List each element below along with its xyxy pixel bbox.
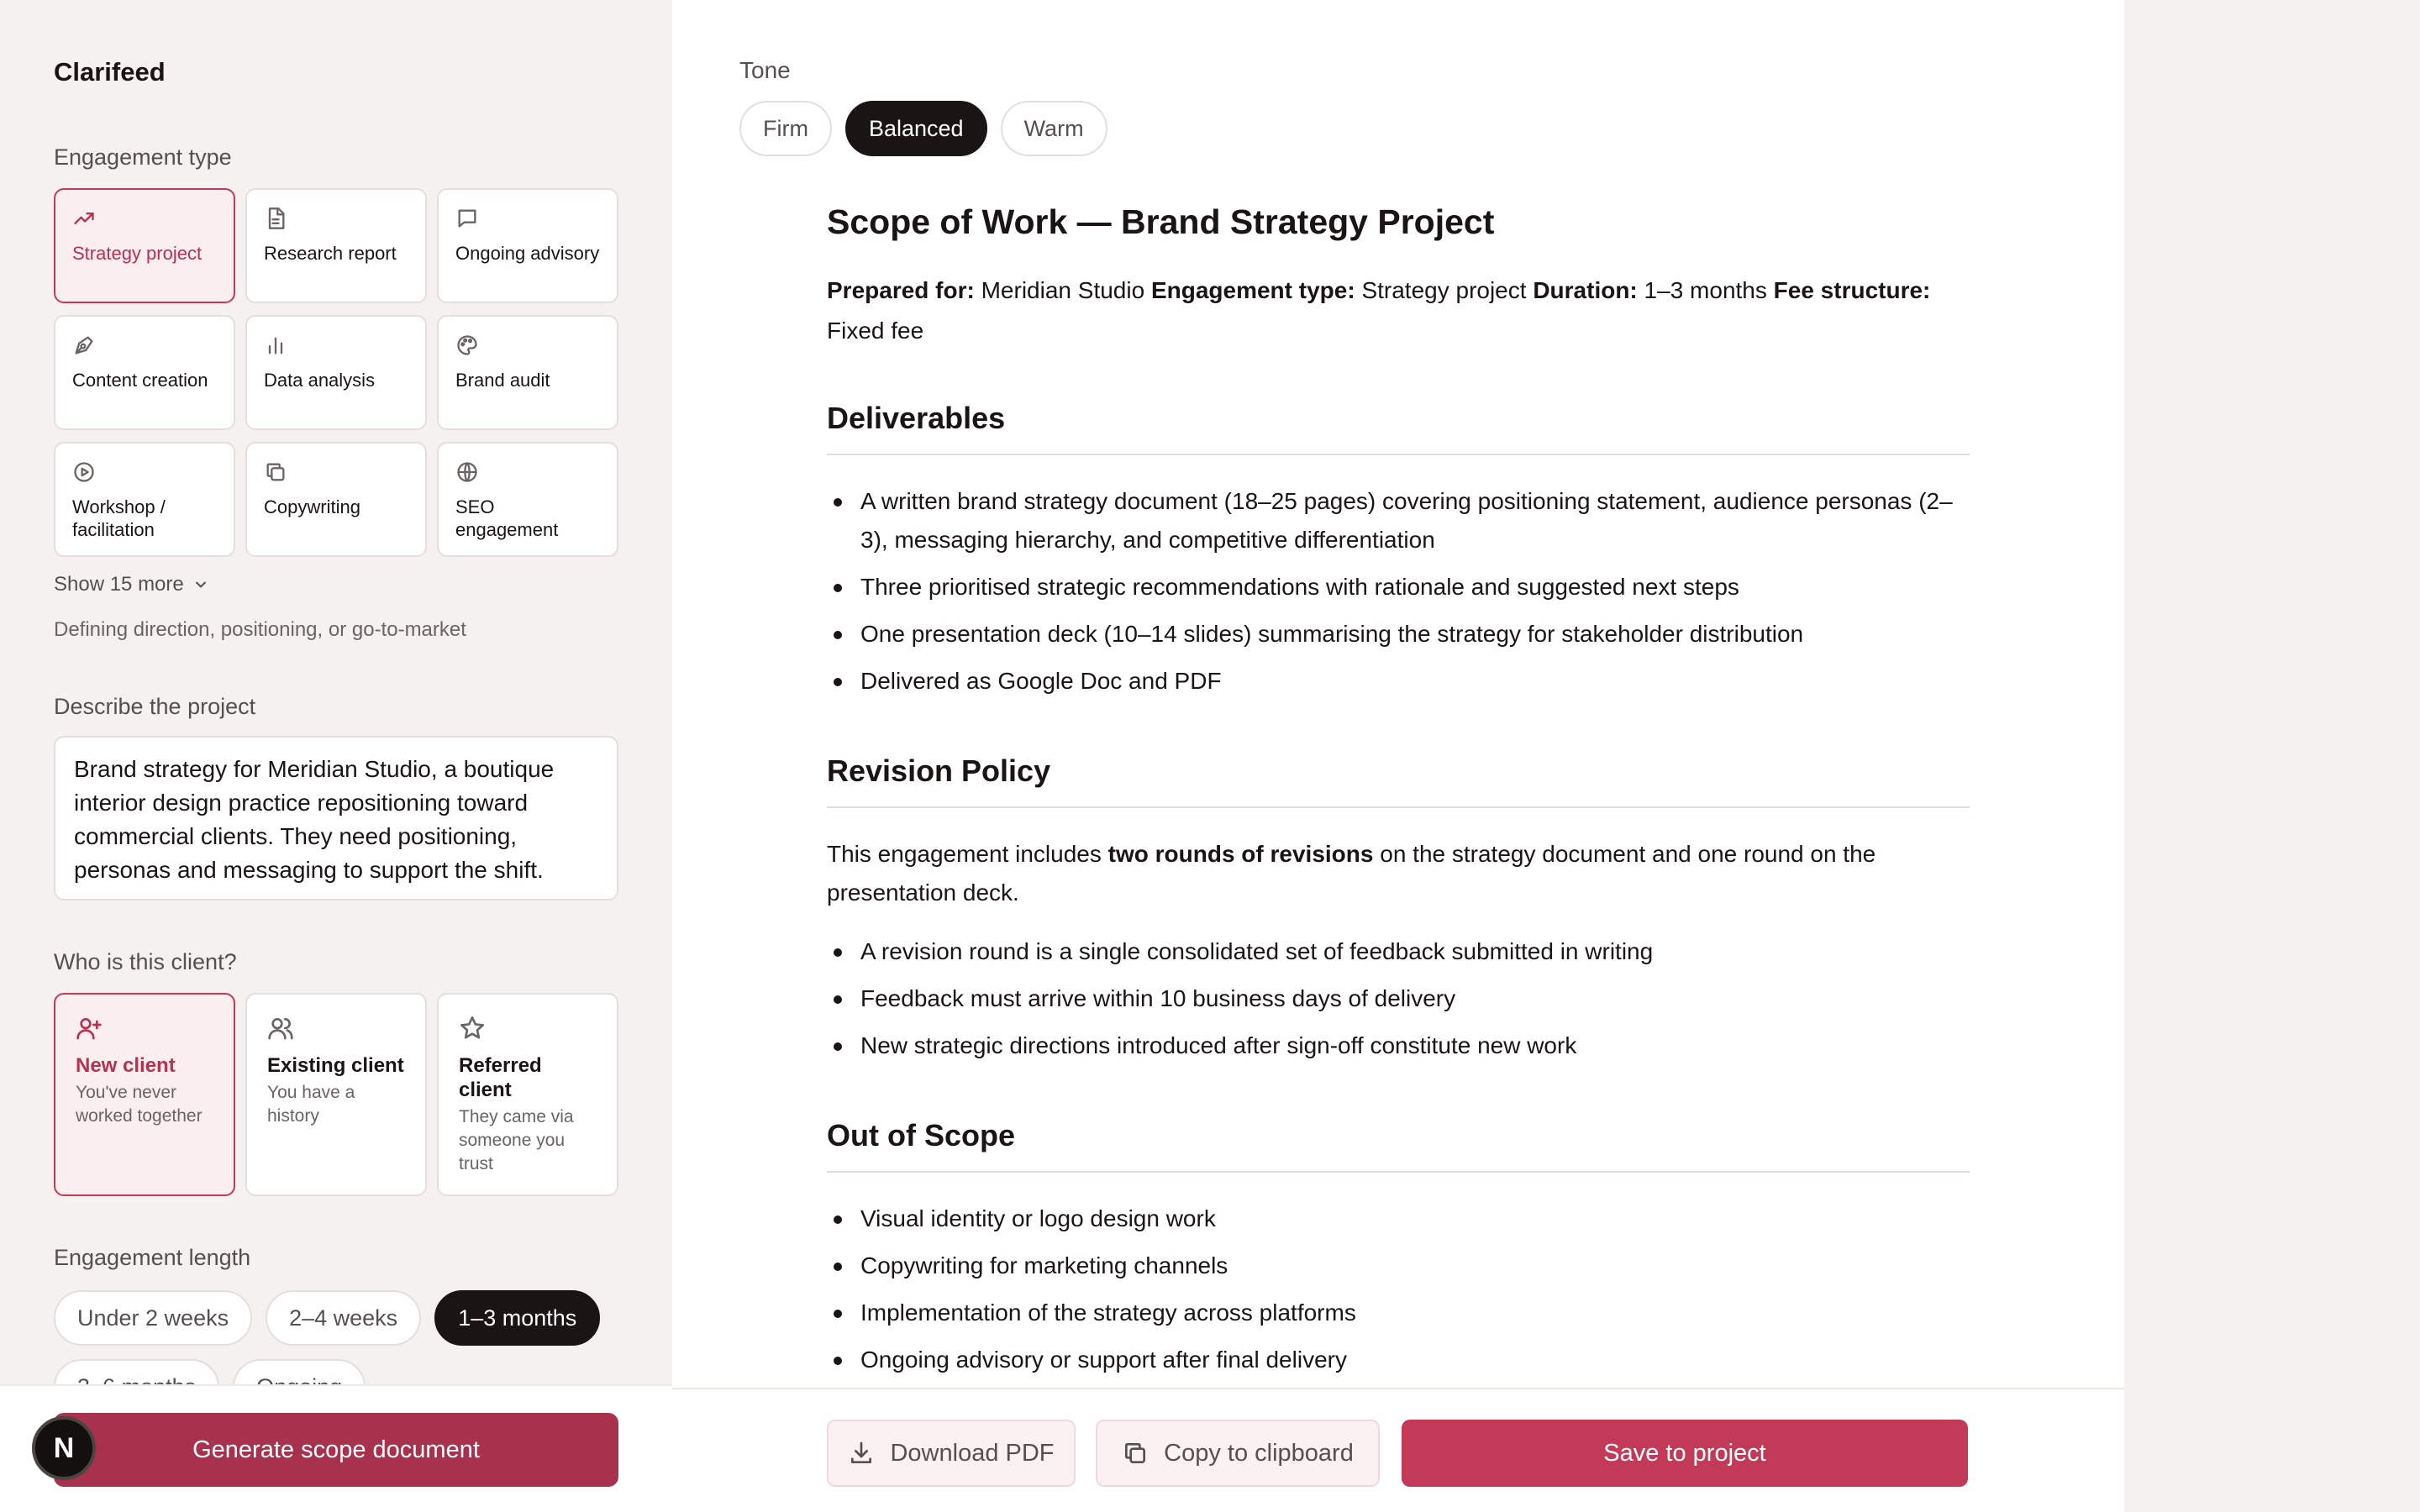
download-icon [848, 1440, 875, 1467]
list-item: A revision round is a single consolidated set of feedback submitted in writing [827, 932, 1970, 971]
play-circle-icon [72, 460, 96, 484]
client-card-new[interactable] [54, 993, 235, 1196]
user-plus-icon [76, 1015, 103, 1042]
revision-intro-bold: two rounds of revisions [1107, 841, 1374, 867]
document-meta [827, 270, 1970, 351]
list-item: Copywriting for marketing channels [827, 1247, 1970, 1285]
engagement-card-strategy-project[interactable] [54, 188, 235, 303]
bar-chart-icon [264, 333, 287, 357]
meta-key-prepared-for: Prepared for: [827, 277, 975, 303]
engagement-card-seo[interactable] [437, 442, 618, 557]
tone-label: Tone [739, 57, 791, 83]
engagement-card-label: Research report [264, 243, 397, 264]
meta-key-duration: Duration: [1533, 277, 1638, 303]
chevron-down-icon [192, 576, 209, 593]
revision-list [827, 932, 1970, 1065]
meta-value-duration: 1–3 months [1644, 277, 1767, 303]
meta-key-engagement-type: Engagement type: [1150, 277, 1355, 303]
list-item: Visual identity or logo design work [827, 1200, 1970, 1238]
engagement-card-label: Brand audit [455, 370, 550, 391]
chat-icon [455, 207, 479, 230]
tone-option-balanced[interactable]: Balanced [845, 101, 987, 156]
engagement-card-ongoing-advisory[interactable] [437, 188, 618, 303]
copy-to-clipboard-label: Copy to clipboard [1164, 1439, 1354, 1467]
download-pdf-button[interactable] [827, 1420, 1076, 1487]
meta-value-fee-structure: Fixed fee [827, 318, 924, 344]
scope-document [827, 198, 1970, 1388]
app-title: Clarifeed [54, 57, 166, 87]
sidebar-scroll-area[interactable] [0, 0, 672, 1384]
engagement-card-data-analysis[interactable] [245, 315, 427, 430]
list-item: A written brand strategy document (18–25 pages) covering positioning statement, audience personas (2–3), messaging hierarchy, and competitive differentiation [827, 482, 1970, 559]
users-icon [267, 1015, 294, 1042]
engagement-card-copywriting[interactable] [245, 442, 427, 557]
list-item: New strategic directions introduced after sign-off constitute new work [827, 1026, 1970, 1065]
client-card-referred[interactable] [437, 993, 618, 1196]
list-item: Three prioritised strategic recommendations with rationale and suggested next steps [827, 568, 1970, 606]
list-item: One presentation deck (10–14 slides) summarising the strategy for stakeholder distribution [827, 615, 1970, 654]
client-type-grid [54, 993, 618, 1196]
sidebar-footer [0, 1384, 672, 1512]
engagement-type-label: Engagement type [54, 144, 232, 170]
length-option-1-3-months[interactable]: 1–3 months [434, 1290, 600, 1346]
tone-options [739, 101, 1107, 156]
client-card-title: Referred client [459, 1054, 542, 1101]
show-more-toggle[interactable] [54, 573, 209, 596]
pen-nib-icon [72, 333, 96, 357]
client-card-title: Existing client [267, 1054, 404, 1077]
document-icon [264, 207, 287, 230]
app-badge[interactable]: N [32, 1416, 96, 1480]
list-item: Implementation of the strategy across platforms [827, 1294, 1970, 1332]
copy-to-clipboard-button[interactable] [1096, 1420, 1380, 1487]
generate-scope-button[interactable]: Generate scope document [54, 1413, 618, 1487]
engagement-card-label: Data analysis [264, 370, 376, 391]
list-item: Ongoing advisory or support after final delivery [827, 1341, 1970, 1379]
client-card-existing[interactable] [245, 993, 427, 1196]
engagement-hint: Defining direction, positioning, or go-to-market [54, 618, 466, 641]
star-icon [459, 1015, 486, 1042]
engagement-card-label: Ongoing advisory [455, 243, 600, 264]
engagement-card-label: SEO engagement [455, 496, 559, 540]
revision-intro [827, 835, 1970, 912]
save-to-project-button[interactable]: Save to project [1402, 1420, 1968, 1487]
client-label: Who is this client? [54, 949, 237, 974]
client-card-desc: They came via someone you trust [459, 1107, 574, 1173]
copy-icon [264, 460, 287, 484]
out-of-scope-heading: Out of Scope [827, 1116, 1970, 1173]
client-card-desc: You've never worked together [76, 1083, 203, 1126]
engagement-length-label: Engagement length [54, 1245, 251, 1270]
engagement-card-research-report[interactable] [245, 188, 427, 303]
length-option-2-4-weeks[interactable]: 2–4 weeks [266, 1290, 421, 1346]
tone-option-warm[interactable]: Warm [1001, 101, 1107, 156]
length-option-under-2-weeks[interactable]: Under 2 weeks [54, 1290, 252, 1346]
meta-key-fee-structure: Fee structure: [1773, 277, 1931, 303]
revision-intro-pre: This engagement includes [827, 841, 1108, 867]
describe-textarea[interactable]: Brand strategy for Meridian Studio, a boutique interior design practice repositioning toward commercial clients. They need positioning, personas and messaging to support the shift. [54, 736, 618, 900]
meta-value-prepared-for: Meridian Studio [981, 277, 1145, 303]
engagement-type-grid [54, 188, 618, 557]
list-item: Feedback must arrive within 10 business days of delivery [827, 979, 1970, 1018]
show-more-label: Show 15 more [54, 573, 184, 596]
palette-icon [455, 333, 479, 357]
engagement-card-label: Workshop / facilitation [72, 496, 166, 540]
engagement-card-label: Copywriting [264, 496, 360, 517]
engagement-length-row-1 [54, 1290, 600, 1346]
out-of-scope-list [827, 1200, 1970, 1379]
right-gutter [2124, 0, 2420, 1512]
trending-up-icon [72, 207, 96, 230]
globe-icon [455, 460, 479, 484]
engagement-card-label: Strategy project [72, 243, 203, 264]
client-card-desc: You have a history [267, 1083, 355, 1126]
document-title: Scope of Work — Brand Strategy Project [827, 202, 1495, 241]
meta-value-engagement-type: Strategy project [1361, 277, 1527, 303]
document-actions-bar [672, 1388, 2124, 1512]
client-card-title: New client [76, 1054, 176, 1077]
list-item: Delivered as Google Doc and PDF [827, 662, 1970, 701]
revision-intro-post: on the strategy document and one round on the presentation deck. [827, 841, 1876, 906]
engagement-card-workshop[interactable] [54, 442, 235, 557]
download-pdf-label: Download PDF [890, 1439, 1055, 1467]
revision-heading: Revision Policy [827, 751, 1970, 808]
deliverables-list [827, 482, 1970, 701]
engagement-card-label: Content creation [72, 370, 208, 391]
tone-option-firm[interactable]: Firm [739, 101, 832, 156]
describe-label: Describe the project [54, 694, 256, 719]
main-panel [672, 0, 2124, 1512]
deliverables-heading: Deliverables [827, 398, 1970, 455]
copy-icon [1122, 1440, 1149, 1467]
engagement-card-content-creation[interactable] [54, 315, 235, 430]
sidebar [0, 0, 672, 1512]
engagement-card-brand-audit[interactable] [437, 315, 618, 430]
